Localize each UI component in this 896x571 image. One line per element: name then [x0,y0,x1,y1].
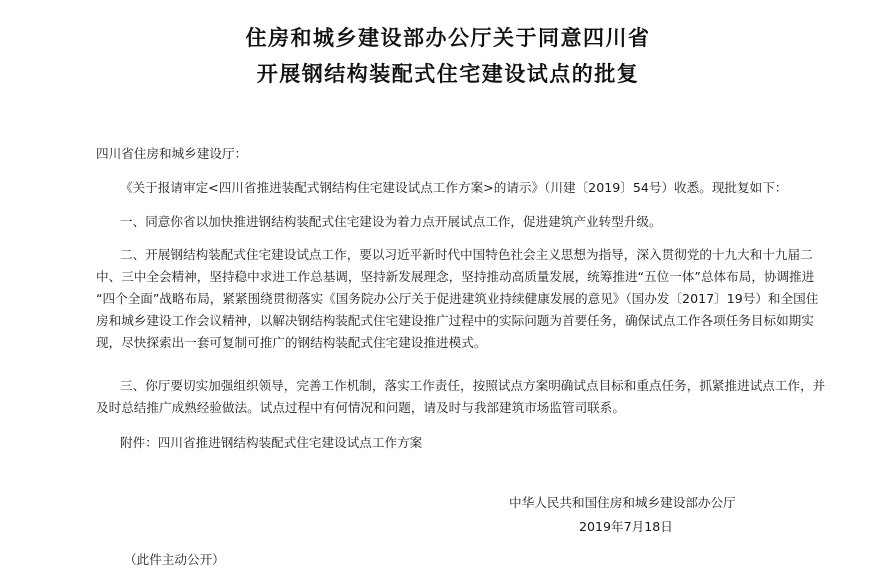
attachment-line: 附件：四川省推进钢结构装配式住宅建设试点工作方案 [120,435,423,450]
document-title-line-1: 住房和城乡建设部办公厅关于同意四川省 [245,26,651,50]
public-release-note: （此件主动公开） [124,552,225,567]
document-title-line-2: 开展钢结构装配式住宅建设试点的批复 [256,62,640,86]
paragraph-3-line: 中、三中全会精神，坚持稳中求进工作总基调，坚持新发展理念，坚持推动高质量发展，统筹推进“五位一体”总体布局，协调推进 [96,269,815,284]
paragraph-3 [96,244,819,354]
document-date: 2019年7月18日 [579,519,673,534]
paragraph-2: 一、同意你省以加快推进钢结构装配式住宅建设为着力点开展试点工作，促进建筑产业转型升级。 [120,214,662,229]
paragraph-3-line: 二、开展钢结构装配式住宅建设试点工作，要以习近平新时代中国特色社会主义思想为指导，深入贯彻党的十九大和十九届二 [120,247,813,262]
signing-authority: 中华人民共和国住房和城乡建设部办公厅 [509,495,736,510]
paragraph-3-line: “四个全面”战略布局，紧紧围绕贯彻落实《国务院办公厅关于促进建筑业持续健康发展的意见》（国办发〔2017〕19号）和全国住 [96,291,819,306]
paragraph-4 [96,375,826,419]
paragraph-3-line: 现，尽快探索出一套可复制可推广的钢结构装配式住宅建设推进模式。 [96,335,487,350]
paragraph-1: 《关于报请审定<四川省推进装配式钢结构住宅建设试点工作方案>的请示》（川建〔2019〕54号）收悉。现批复如下： [120,180,788,195]
paragraph-4-line: 三、你厅要切实加强组织领导，完善工作机制，落实工作责任，按照试点方案明确试点目标和重点任务，抓紧推进试点工作，并 [120,378,826,393]
greeting: 四川省住房和城乡建设厅： [96,146,248,161]
paragraph-3-line: 房和城乡建设工作会议精神，以解决钢结构装配式住宅建设推广过程中的实际问题为首要任务，确保试点工作各项任务目标如期实 [96,313,814,328]
paragraph-4-line: 及时总结推广成熟经验做法。试点过程中有何情况和问题，请及时与我部建筑市场监管司联系。 [96,400,625,415]
